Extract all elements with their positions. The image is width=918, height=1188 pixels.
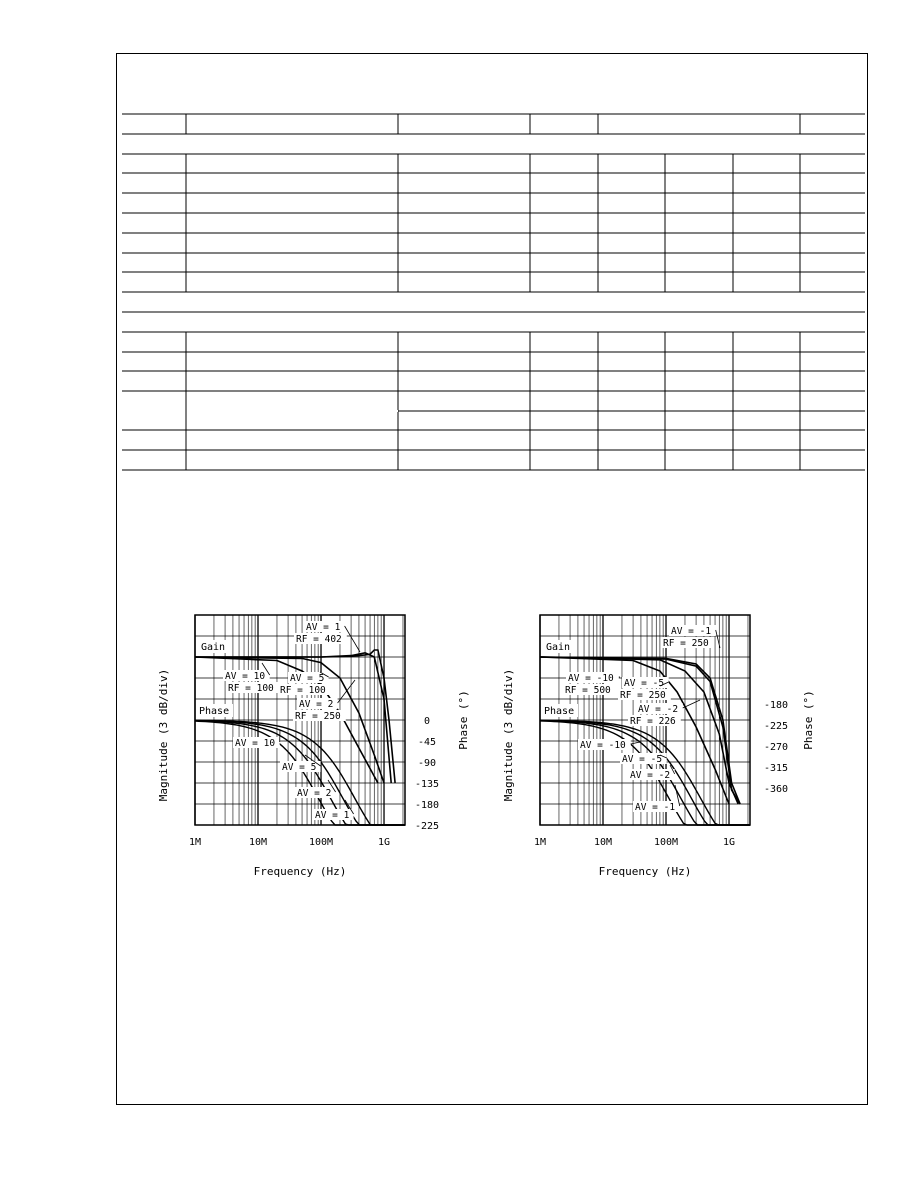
annotation-label: AV = -2: [630, 770, 671, 781]
annotation-label: AV = 1: [306, 622, 341, 633]
annotation-leader: [683, 700, 700, 708]
annotation-label: AV = 10: [235, 738, 276, 749]
annotation-label: RF = 250: [295, 711, 341, 722]
x-tick-label: 10M: [593, 837, 613, 848]
x-tick-label: 100M: [308, 837, 334, 848]
phase-label: Phase: [199, 706, 230, 717]
phase-tick-label: -180: [414, 800, 440, 811]
x-axis-title: Frequency (Hz): [253, 865, 347, 878]
y-axis-title: Magnitude (3 dB/div): [157, 668, 170, 802]
x-tick-label: 100M: [653, 837, 679, 848]
annotation-label: AV = 10: [225, 671, 266, 682]
annotation-label: AV = -5: [622, 754, 663, 765]
phase-curve: [195, 721, 405, 825]
annotation-label: RF = 100: [228, 683, 274, 694]
phase-tick-label: -135: [414, 779, 440, 790]
annotation-label: AV = -5: [624, 678, 665, 689]
y-axis-title-right: Phase (°): [802, 690, 815, 750]
annotation-leader: [345, 626, 360, 652]
annotation-label: AV = -10: [568, 673, 614, 684]
annotation-label: AV = -1: [671, 626, 712, 637]
annotation-label: RF = 250: [663, 638, 709, 649]
annotation-label: AV = -2: [638, 704, 679, 715]
gain-label: Gain: [201, 642, 226, 653]
y-axis-title-right: Phase (°): [457, 690, 470, 750]
phase-tick-label: -90: [417, 758, 437, 769]
phase-tick-label: -315: [763, 763, 789, 774]
phase-label: Phase: [544, 706, 575, 717]
chart-inverting-frequency-response: [495, 600, 825, 890]
x-tick-label: 1G: [377, 837, 391, 848]
spec-table: [117, 54, 869, 484]
x-tick-label: 10M: [248, 837, 268, 848]
phase-tick-label: -225: [763, 721, 789, 732]
x-tick-label: 1G: [722, 837, 736, 848]
phase-tick-label: -180: [763, 700, 789, 711]
phase-tick-label: -45: [417, 737, 437, 748]
annotation-label: AV = 2: [299, 699, 334, 710]
phase-tick-label: -225: [414, 821, 440, 832]
annotation-label: RF = 226: [630, 716, 676, 727]
annotation-label: AV = 5: [282, 762, 317, 773]
phase-tick-label: 0: [423, 716, 431, 727]
phase-tick-label: -360: [763, 784, 789, 795]
chart-noninverting-frequency-response: [150, 600, 470, 890]
gain-label: Gain: [546, 642, 571, 653]
annotation-label: RF = 500: [565, 685, 611, 696]
y-axis-title: Magnitude (3 dB/div): [502, 668, 515, 802]
page-frame: [116, 53, 868, 1105]
x-tick-label: 1M: [188, 837, 202, 848]
annotation-label: AV = -10: [580, 740, 626, 751]
annotation-label: AV = 2: [297, 788, 332, 799]
annotation-label: RF = 250: [620, 690, 666, 701]
annotation-label: RF = 100: [280, 685, 326, 696]
annotation-label: AV = 5: [290, 673, 325, 684]
x-tick-label: 1M: [533, 837, 547, 848]
x-axis-title: Frequency (Hz): [598, 865, 692, 878]
phase-tick-label: -270: [763, 742, 789, 753]
annotation-leader: [631, 742, 640, 744]
annotation-label: RF = 402: [296, 634, 342, 645]
annotation-label: AV = 1: [315, 810, 350, 821]
annotation-label: AV = -1: [635, 802, 676, 813]
